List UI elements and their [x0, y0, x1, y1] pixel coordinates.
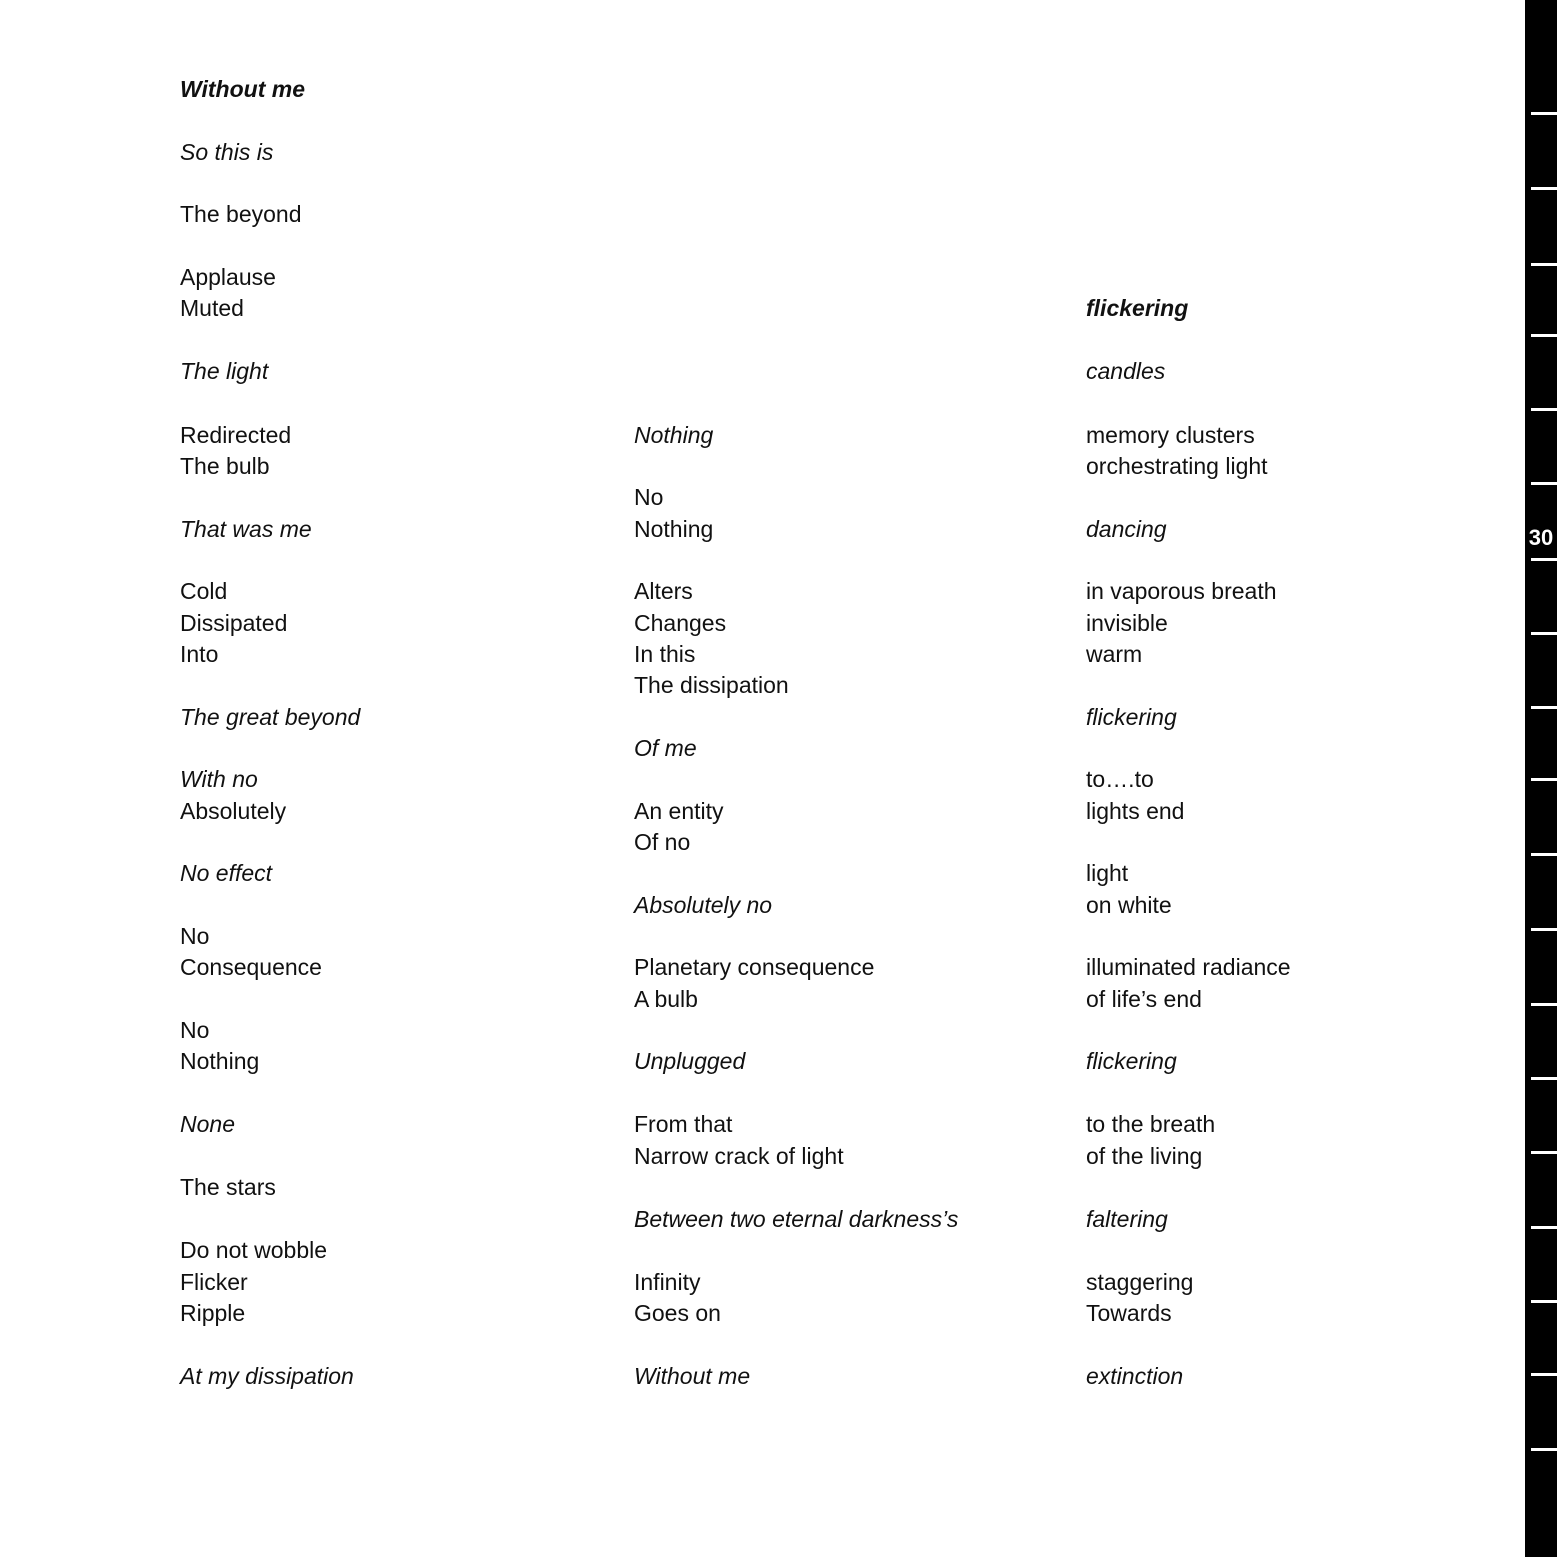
poem-line: on white: [1086, 892, 1172, 918]
poem-line: lights end: [1086, 798, 1185, 824]
tab-divider: [1531, 408, 1557, 411]
poem-line: No: [634, 484, 664, 510]
poem-line: Absolutely: [180, 798, 287, 824]
tab-divider: [1531, 1003, 1557, 1006]
poem-line: Changes: [634, 610, 727, 636]
poem-line: No: [180, 1017, 210, 1043]
poem-line: Do not wobble: [180, 1237, 328, 1263]
page-edge-tab-strip: [1525, 0, 1557, 1557]
poem-line: No effect: [180, 860, 273, 886]
poem-line: Towards: [1086, 1300, 1172, 1326]
poem-line: light: [1086, 860, 1129, 886]
poem-line: The dissipation: [634, 672, 789, 698]
poem-line: From that: [634, 1111, 733, 1137]
tab-divider: [1531, 1077, 1557, 1080]
poem-line: With no: [180, 766, 258, 792]
poem-line: The stars: [180, 1174, 276, 1200]
poem-line: Alters: [634, 578, 693, 604]
tab-divider: [1531, 558, 1557, 561]
poem-line: in vaporous breath: [1086, 578, 1277, 604]
tab-divider: [1531, 778, 1557, 781]
poem-line: Applause: [180, 264, 276, 290]
poem-line: to….to: [1086, 766, 1154, 792]
poem-line: to the breath: [1086, 1111, 1216, 1137]
poem-line: candles: [1086, 358, 1166, 384]
tab-divider: [1531, 482, 1557, 485]
poem-line: faltering: [1086, 1206, 1168, 1232]
poem-line: Without me: [634, 1363, 751, 1389]
tab-divider: [1531, 1300, 1557, 1303]
poem-line: Muted: [180, 295, 244, 321]
tab-divider: [1531, 1448, 1557, 1451]
poem-line: Ripple: [180, 1300, 246, 1326]
tab-divider: [1531, 263, 1557, 266]
poem-line: Cold: [180, 578, 228, 604]
poem-line: In this: [634, 641, 696, 667]
poem-line: Between two eternal darkness’s: [634, 1206, 959, 1232]
poem-line: illuminated radiance: [1086, 954, 1291, 980]
tab-divider: [1531, 853, 1557, 856]
poem-line: No: [180, 923, 210, 949]
poem-line: flickering: [1086, 704, 1177, 730]
poem-line: At my dissipation: [180, 1363, 354, 1389]
poem-line: The light: [180, 358, 269, 384]
poem-line: memory clusters: [1086, 422, 1255, 448]
page-number: 30: [1525, 523, 1557, 553]
poem-line: Nothing: [634, 516, 714, 542]
poem-line: The beyond: [180, 201, 302, 227]
poem-line: An entity: [634, 798, 724, 824]
poem-line: Narrow crack of light: [634, 1143, 844, 1169]
poem-line: Goes on: [634, 1300, 721, 1326]
poem-line: orchestrating light: [1086, 453, 1268, 479]
tab-divider: [1531, 334, 1557, 337]
tab-divider: [1531, 1373, 1557, 1376]
poem-line: Planetary consequence: [634, 954, 875, 980]
poem-line: Without me: [180, 76, 305, 102]
tab-divider: [1531, 706, 1557, 709]
tab-divider: [1531, 1151, 1557, 1154]
poem-line: Absolutely no: [634, 892, 773, 918]
poem-line: of life’s end: [1086, 986, 1202, 1012]
poem-line: flickering: [1086, 1048, 1177, 1074]
poem-line: extinction: [1086, 1363, 1184, 1389]
poem-line: None: [180, 1111, 235, 1137]
poem-line: The great beyond: [180, 704, 361, 730]
poem-line: staggering: [1086, 1269, 1194, 1295]
poem-line: invisible: [1086, 610, 1168, 636]
poem-line: of the living: [1086, 1143, 1203, 1169]
tab-divider: [1531, 1226, 1557, 1229]
poem-line: Nothing: [634, 422, 714, 448]
poem-line: Infinity: [634, 1269, 701, 1295]
poem-line: Of me: [634, 735, 697, 761]
poem-line: Dissipated: [180, 610, 288, 636]
poem-line: A bulb: [634, 986, 698, 1012]
poem-line: Into: [180, 641, 219, 667]
poem-line: Redirected: [180, 422, 292, 448]
poem-line: warm: [1086, 641, 1143, 667]
tab-divider: [1531, 112, 1557, 115]
poem-line: flickering: [1086, 295, 1189, 321]
poem-line: That was me: [180, 516, 312, 542]
tab-divider: [1531, 928, 1557, 931]
poem-line: dancing: [1086, 516, 1167, 542]
tab-divider: [1531, 632, 1557, 635]
poem-line: The bulb: [180, 453, 270, 479]
tab-divider: [1531, 187, 1557, 190]
poem-line: Consequence: [180, 954, 322, 980]
poem-line: So this is: [180, 139, 274, 165]
poem-line: Of no: [634, 829, 691, 855]
poem-line: Nothing: [180, 1048, 260, 1074]
poem-line: Flicker: [180, 1269, 248, 1295]
poem-line: Unplugged: [634, 1048, 746, 1074]
